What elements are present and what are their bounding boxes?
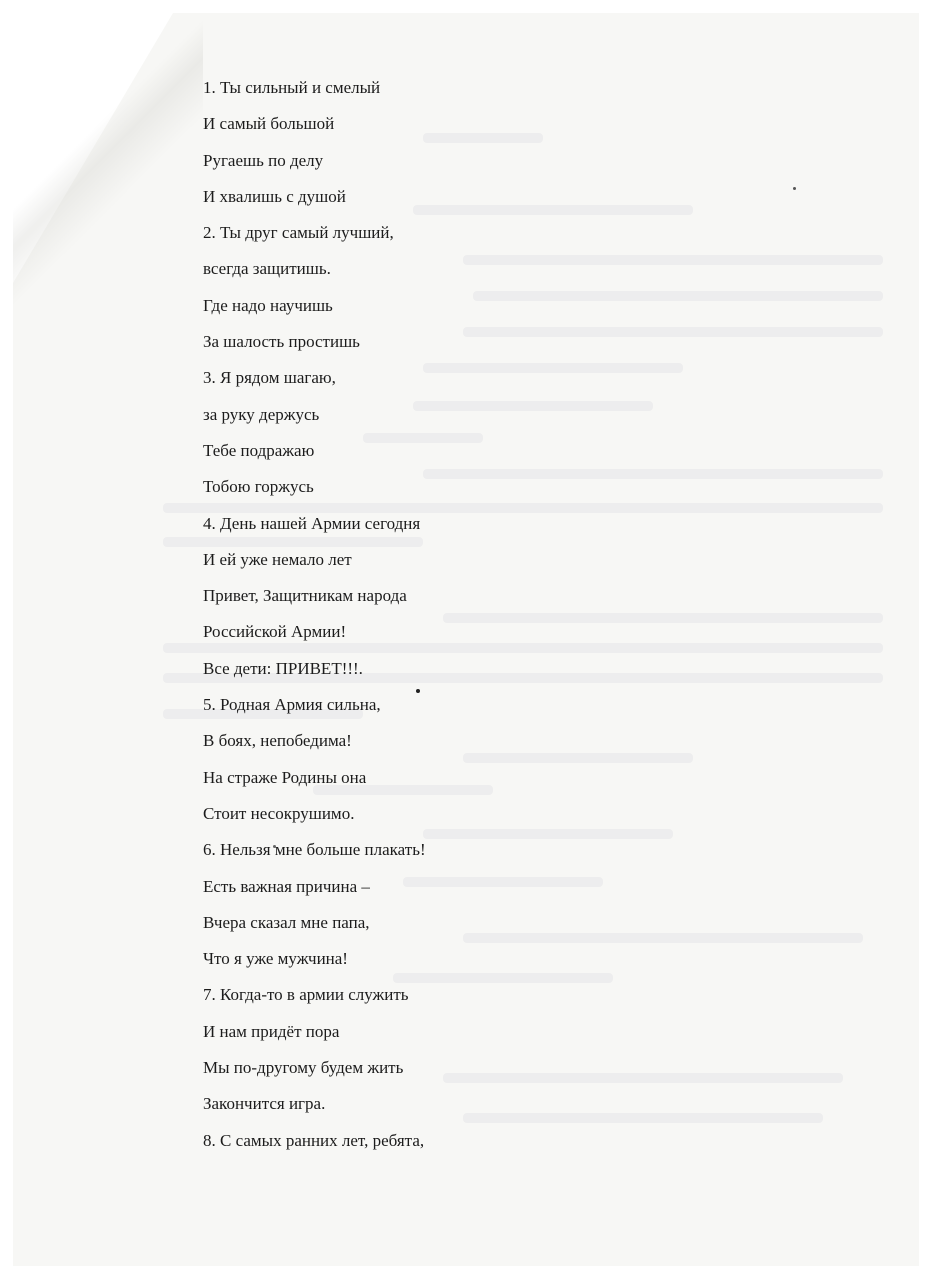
poem-line: Где надо научишь [203, 295, 333, 315]
speck-mark [793, 187, 796, 190]
poem-line: Ругаешь по делу [203, 150, 324, 170]
poem-line: Тебе подражаю [203, 440, 315, 460]
poem-line: Стоит несокрушимо. [203, 803, 355, 823]
poem-line: Закончится игра. [203, 1094, 326, 1114]
poem-line: Привет, Защитникам народа [203, 586, 407, 606]
poem-line: Все дети: ПРИВЕТ!!!. [203, 658, 363, 678]
poem-line: 2. Ты друг самый лучший, [203, 223, 394, 243]
poem-line: 8. С самых ранних лет, ребята, [203, 1130, 425, 1150]
poem-line: Что я уже мужчина! [203, 949, 348, 969]
poem-line: Мы по-другому будем жить [203, 1058, 404, 1078]
poem-line: Тобою горжусь [203, 477, 314, 497]
poem-line: За шалость простишь [203, 332, 360, 352]
poem-line: В боях, непобедима! [203, 731, 352, 751]
poem-line: На страже Родины она [203, 767, 367, 787]
poem-line: И ей уже немало лет [203, 549, 352, 569]
poem-line: 5. Родная Армия сильна, [203, 695, 381, 715]
poem-text [203, 70, 426, 1159]
poem-line: 6. Нельзя мне больше плакать! [203, 840, 426, 860]
poem-line: за руку держусь [203, 404, 320, 424]
scanned-page [13, 13, 919, 1266]
poem-line: 1. Ты сильный и смелый [203, 78, 381, 97]
poem-line: 3. Я рядом шагаю, [203, 368, 336, 388]
poem-line: Есть важная причина – [203, 876, 370, 896]
poem-line: 7. Когда-то в армии служить [203, 985, 409, 1005]
poem-line: И хвалишь с душой [203, 186, 346, 206]
poem-line: Российской Армии! [203, 622, 347, 642]
poem-line: Вчера сказал мне папа, [203, 912, 370, 932]
poem-line: 4. День нашей Армии сегодня [203, 513, 421, 533]
poem-line: И нам придёт пора [203, 1021, 340, 1041]
poem-line: И самый большой [203, 114, 335, 134]
poem-line: всегда защитишь. [203, 259, 331, 279]
